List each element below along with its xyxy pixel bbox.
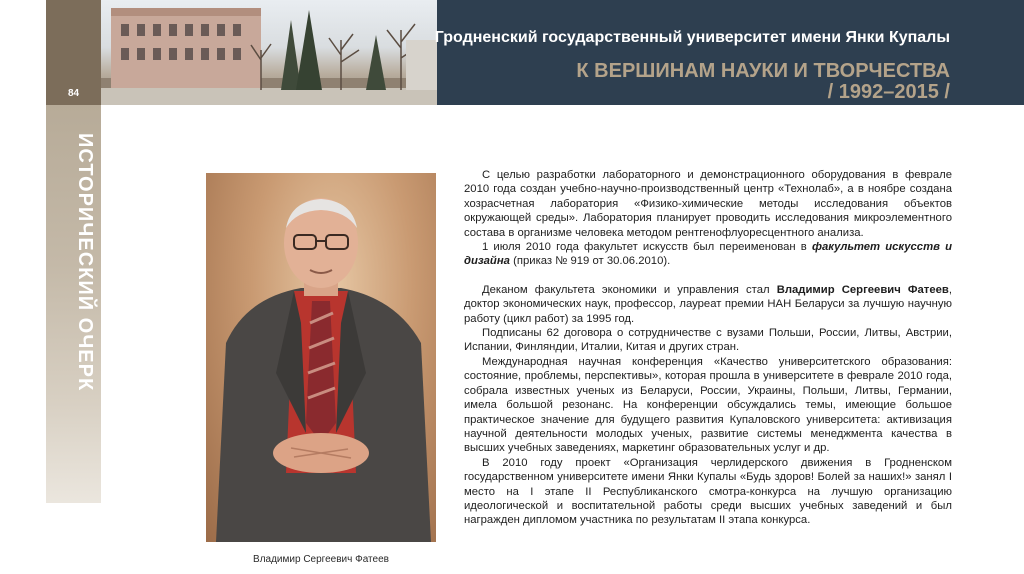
paragraph-1: С целью разработки лабораторного и демонстрационного оборудования в феврале 2010 года создан учебно-научно-производственный центр «Технолаб», а в ноябре создана хозрасчетная лаборатория «Физико-химические методы исследования объектов окружающей среды». Лаборатория планирует проводить исследования микроэлементного состава в организме человека методом рентгенофлуоресцентного анализа. [464,169,952,239]
paragraph-3-end: , доктор экономических наук, профессор, лауреат премии НАН Беларуси за лучшую научную работу (цикл работ) за 1995 год. [464,283,952,325]
dean-name-emphasis: Владимир Сергеевич Фатеев [776,283,949,296]
paragraph-3 [464,283,952,326]
paragraph-4: Подписаны 62 договора о сотрудничестве с вузами Польши, России, Литвы, Австрии, Испании, Финляндии, Италии, Китая и других стран. [464,327,952,354]
paragraph-3-start: Деканом факультета экономики и управления стал [482,283,777,296]
paragraph-2-start: 1 июля 2010 года факультет искусств был переименован в [482,241,812,254]
section-title: ИСТОРИЧЕСКИЙ ОЧЕРК [74,133,96,392]
book-title [576,61,950,103]
portrait-photo [206,173,436,542]
article-body [464,168,952,528]
header-photo [101,0,437,105]
book-title-line1: К ВЕРШИНАМ НАУКИ И ТВОРЧЕСТВА [576,60,950,82]
faculty-name-emphasis: факультет искусств и дизайна [464,241,953,268]
paragraph-2 [464,240,952,269]
portrait-caption: Владимир Сергеевич Фатеев [253,554,389,565]
header-band [434,0,1024,105]
book-title-line2: / 1992–2015 / [827,81,950,103]
university-name: Гродненский государственный университет имени Янки Купалы [434,29,950,46]
paragraph-5: Международная научная конференция «Качество университетского образования: состояние, проблемы, перспективы», которая прошла в университете в феврале 2010 года, собрала известных ученых из Беларуси, России, Украины, Польши, Литвы, Германии, имела большой резонанс. На конференции обсуждались темы, имеющие большое практическое значение для будущего развития Купаловского университета: активизация научной деятельности молодых ученых, развитие системы менеджмента качества в высших учебных заведениях, маркетинг образовательных услуг и др. [464,355,952,455]
paragraph-6: В 2010 году проект «Организация черлидерского движения в Гродненском государственном университете имени Янки Купалы «Будь здоров! Болей за наших!» занял I место на I этапе II Республиканского смотра-конкурса на лучшую организацию идеологической и воспитательной работы среди высших учебных заведений и был награжден дипломом участника по результатам II этапа конкурса. [464,456,952,527]
paragraph-2-end: (приказ № 919 от 30.06.2010). [509,255,671,268]
page-number: 84 [67,88,80,99]
